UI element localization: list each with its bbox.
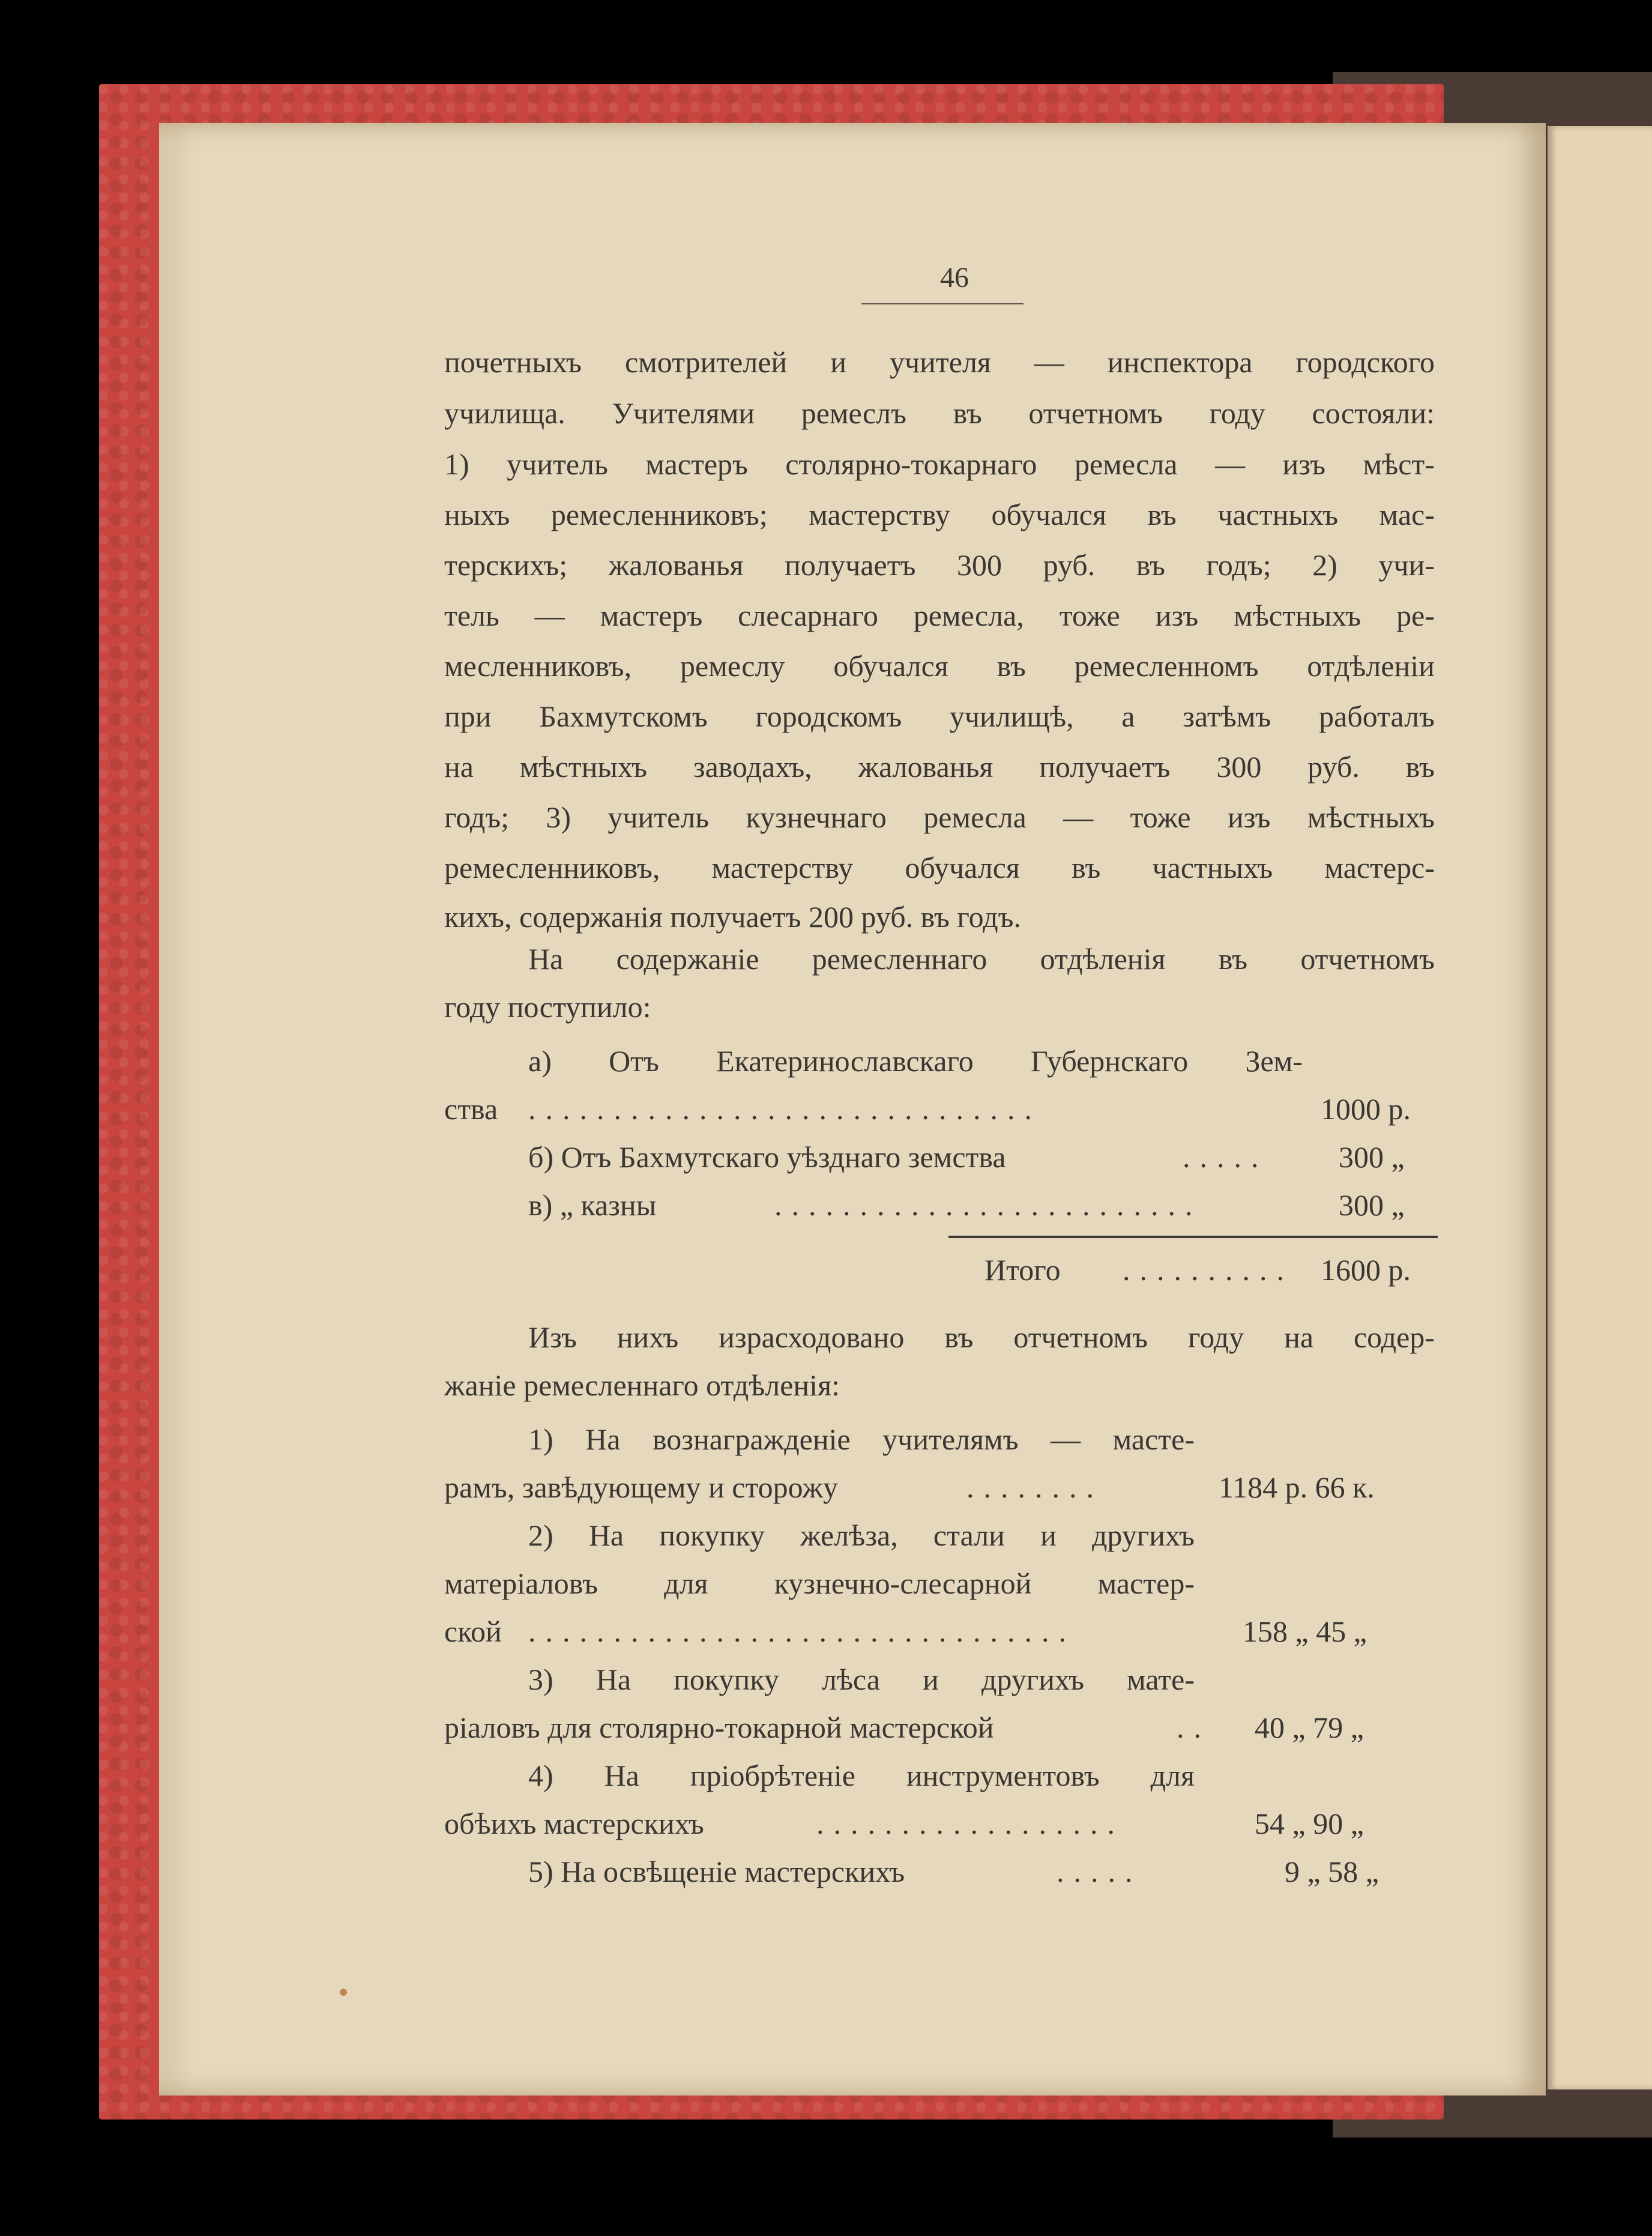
dot-leader: .................. bbox=[816, 1808, 1124, 1839]
income-item-a-amount-row bbox=[444, 1094, 1441, 1130]
text-line: тель — мастеръ слесарнаго ремесла, тоже изъ мѣстныхъ ре- bbox=[444, 599, 1435, 632]
expense-item-2-amount: 158 „ 45 „ bbox=[1243, 1615, 1367, 1648]
text-line: училища. Учителями ремеслъ въ отчетномъ году состояли: bbox=[444, 396, 1435, 430]
expense-item-3: 3) На покупку лѣса и другихъ мате- bbox=[528, 1663, 1195, 1696]
text-line: На содержаніе ремесленнаго отдѣленія въ отчетномъ bbox=[528, 942, 1435, 976]
expense-item-5-amount: 9 „ 58 „ bbox=[1285, 1855, 1379, 1888]
text-line: ныхъ ремесленниковъ; мастерству обучался въ частныхъ мас- bbox=[444, 498, 1435, 531]
expense-item-1-amount-row bbox=[444, 1472, 1441, 1508]
text-line: 1) учитель мастеръ столярно-токарнаго ремесла — изъ мѣст- bbox=[444, 447, 1435, 481]
income-total-label: Итого bbox=[984, 1253, 1061, 1287]
expense-item-2: 2) На покупку желѣза, стали и другихъ bbox=[528, 1518, 1195, 1552]
sum-rule bbox=[948, 1236, 1438, 1238]
income-total-row bbox=[444, 1255, 1441, 1291]
income-item-b-label: б) Отъ Бахмутскаго уѣзднаго земства bbox=[528, 1140, 1006, 1174]
expense-item-1-amount: 1184 р. 66 к. bbox=[1219, 1470, 1375, 1504]
expense-item-3-amount-row bbox=[444, 1712, 1441, 1748]
income-item-c-amount: 300 „ bbox=[1339, 1188, 1405, 1222]
text-line: Изъ нихъ израсходовано въ отчетномъ году на содер- bbox=[528, 1320, 1435, 1354]
dot-leader: ........ bbox=[966, 1472, 1103, 1502]
page-number-rule bbox=[861, 303, 1023, 304]
income-item-c-label: в) „ казны bbox=[528, 1188, 657, 1222]
text-line: годъ; 3) учитель кузнечнаго ремесла — тоже изъ мѣстныхъ bbox=[444, 800, 1435, 834]
expense-item-2-amount-row bbox=[444, 1616, 1441, 1652]
expense-item-3-label: ріаловъ для столярно-токарной мастерской bbox=[444, 1711, 994, 1744]
adjacent-page-edge bbox=[1548, 126, 1652, 2089]
text-line: кихъ, содержанія получаетъ 200 руб. въ годъ. bbox=[444, 900, 1022, 934]
dot-leader: ................................ bbox=[528, 1616, 1076, 1646]
income-item-c-row bbox=[444, 1190, 1441, 1226]
text-line: на мѣстныхъ заводахъ, жалованья получаетъ 300 руб. въ bbox=[444, 750, 1435, 784]
dot-leader: .. bbox=[1177, 1712, 1211, 1742]
expense-item-5-row bbox=[444, 1857, 1441, 1893]
page-number: 46 bbox=[940, 262, 969, 294]
expense-item-4-label: обѣихъ мастерскихъ bbox=[444, 1807, 704, 1840]
dot-leader: .......... bbox=[1123, 1255, 1294, 1285]
text-line: году поступило: bbox=[444, 990, 651, 1024]
income-total-amount: 1600 р. bbox=[1321, 1253, 1411, 1287]
expense-item-4-amount-row bbox=[444, 1808, 1441, 1845]
income-item-a-amount: 1000 р. bbox=[1321, 1092, 1411, 1126]
income-item-b-row bbox=[444, 1142, 1441, 1178]
paper-speck bbox=[340, 1989, 347, 1996]
expense-item-2: матеріаловъ для кузнечно-слесарной мастер- bbox=[444, 1567, 1195, 1600]
dot-leader: ......................... bbox=[774, 1190, 1202, 1220]
income-item-a-label: ства bbox=[444, 1092, 498, 1126]
expense-item-3-amount: 40 „ 79 „ bbox=[1255, 1711, 1364, 1744]
expense-item-5-label: 5) На освѣщеніе мастерскихъ bbox=[528, 1855, 905, 1888]
income-item-b-amount: 300 „ bbox=[1339, 1140, 1405, 1174]
expense-item-2-label: ской bbox=[444, 1615, 502, 1648]
text-line: почетныхъ смотрителей и учителя — инспектора городского bbox=[444, 345, 1435, 379]
text-line: терскихъ; жалованья получаетъ 300 руб. въ годъ; 2) учи- bbox=[444, 548, 1435, 582]
text-line: жаніе ремесленнаго отдѣленія: bbox=[444, 1368, 840, 1402]
text-line: при Бахмутскомъ городскомъ училищѣ, а затѣмъ работалъ bbox=[444, 700, 1435, 733]
income-item-a: а) Отъ Екатеринославскаго Губернскаго Зем- bbox=[528, 1044, 1303, 1078]
dot-leader: ..... bbox=[1057, 1857, 1142, 1887]
expense-item-1-label: рамъ, завѣдующему и сторожу bbox=[444, 1470, 838, 1504]
expense-item-4: 4) На пріобрѣтеніе инструментовъ для bbox=[528, 1759, 1195, 1792]
dot-leader: .............................. bbox=[528, 1094, 1042, 1124]
text-line: ремесленниковъ, мастерству обучался въ частныхъ мастерс- bbox=[444, 851, 1435, 884]
text-line: месленниковъ, ремеслу обучался въ ремесленномъ отдѣленіи bbox=[444, 649, 1435, 683]
expense-item-4-amount: 54 „ 90 „ bbox=[1255, 1807, 1364, 1840]
dot-leader: ..... bbox=[1183, 1142, 1268, 1172]
expense-item-1: 1) На вознагражденіе учителямъ — масте- bbox=[528, 1422, 1195, 1456]
